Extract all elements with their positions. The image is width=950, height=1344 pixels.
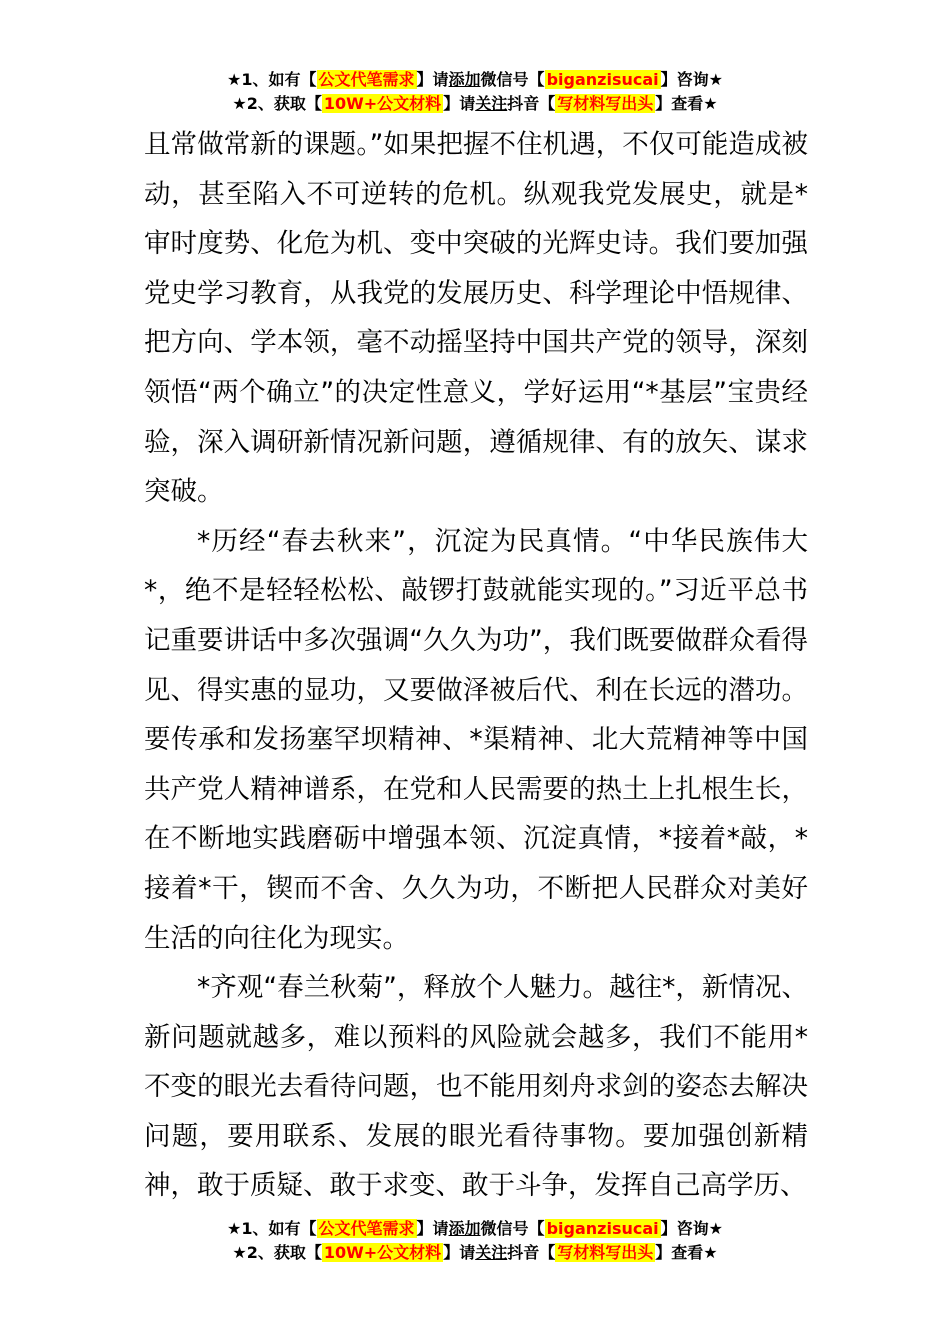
promo-highlight: 公文代笔需求 — [318, 1219, 415, 1238]
promo-highlight: 写材料写出头 — [557, 94, 654, 113]
promo-highlight: biganzisucai — [546, 1219, 659, 1238]
promo-highlight: 写材料写出头 — [557, 1243, 654, 1262]
promo-line-2: ★2、获取【 10W+公文材料 】请关注抖音【 写材料写出头 】查看★ — [232, 94, 718, 113]
paragraph: *齐观“春兰秋菊”，释放个人魅力。越往*，新情况、新问题就越多，难以预料的风险就会越多，我们不能用*不变的眼光去看待问题，也不能用刻舟求剑的姿态去解决问题，要用联系、发展的眼光看待事物。要加强创新精神，敢于质疑、敢于求变、敢于斗争，发挥自己高学历、 — [144, 972, 808, 1202]
promo-line-1: ★1、如有【 公文代笔需求 】请添加微信号【 biganzisucai 】咨询★ — [227, 70, 723, 89]
promo-highlight: 10W+公文材料 — [323, 94, 442, 113]
header-promo-banner — [0, 68, 950, 116]
promo-highlight: 10W+公文材料 — [323, 1243, 442, 1262]
document-body — [144, 120, 808, 1211]
paragraph: *历经“春去秋来”，沉淀为民真情。“中华民族伟大*，绝不是轻轻松松、敲锣打鼓就能实现的。”习近平总书记重要讲话中多次强调“久久为功”，我们既要做群众看得见、得实惠的显功，又要做泽被后代、利在长远的潜功。要传承和发扬塞罕坝精神、*渠精神、北大荒精神等中国共产党人精神谱系，在党和人民需要的热土上扎根生长，在不断地实践磨砺中增强本领、沉淀真情，*接着*敲，*接着*干，锲而不舍、久久为功，不断把人民群众对美好生活的向往化为现实。 — [144, 525, 808, 954]
footer-promo-banner — [0, 1217, 950, 1265]
promo-line-1: ★1、如有【 公文代笔需求 】请添加微信号【 biganzisucai 】咨询★ — [227, 1219, 723, 1238]
paragraph: 且常做常新的课题。”如果把握不住机遇，不仅可能造成被动，甚至陷入不可逆转的危机。纵观我党发展史，就是*审时度势、化危为机、变中突破的光辉史诗。我们要加强党史学习教育，从我党的发展历史、科学理论中悟规律、把方向、学本领，毫不动摇坚持中国共产党的领导，深刻领悟“两个确立”的决定性意义，学好运用“*基层”宝贵经验，深入调研新情况新问题，遵循规律、有的放矢、谋求突破。 — [144, 129, 808, 508]
promo-highlight: 公文代笔需求 — [318, 70, 415, 89]
promo-highlight: biganzisucai — [546, 70, 659, 89]
promo-line-2: ★2、获取【 10W+公文材料 】请关注抖音【 写材料写出头 】查看★ — [232, 1243, 718, 1262]
